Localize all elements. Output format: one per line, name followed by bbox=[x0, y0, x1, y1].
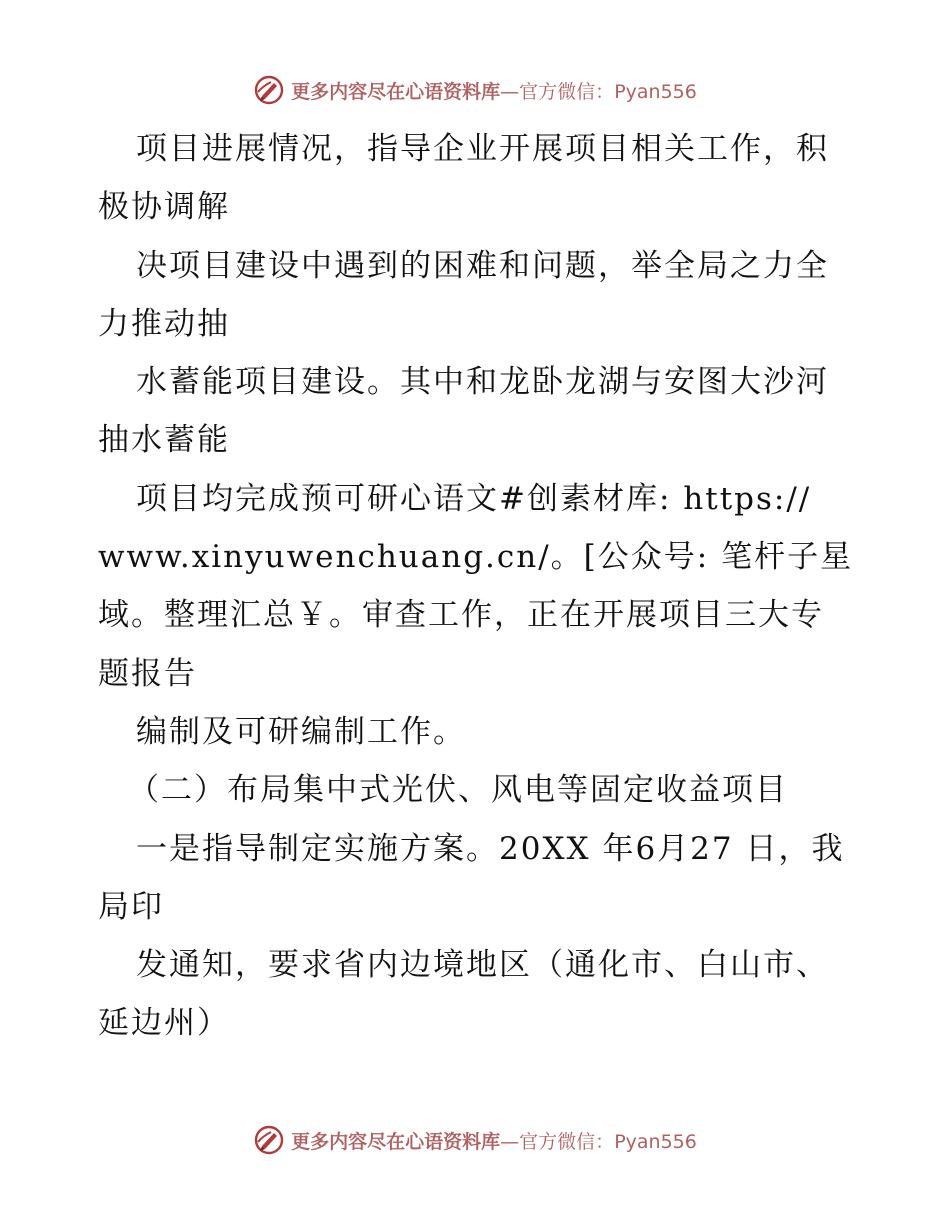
pen-logo-icon bbox=[253, 74, 285, 106]
paragraph-line: 项目进展情况，指导企业开展项目相关工作，积 bbox=[136, 131, 829, 167]
paragraph-line: 抽水蓄能 bbox=[98, 422, 230, 459]
paragraph-line: 域。整理汇总￥。审查工作，正在开展项目三大专 bbox=[98, 597, 824, 634]
paragraph-line: 编制及可研编制工作。 bbox=[136, 713, 466, 750]
watermark-dash: — bbox=[500, 80, 520, 103]
header-watermark bbox=[0, 72, 950, 108]
watermark-site-name: 更多内容尽在心语资料库 bbox=[291, 1130, 501, 1153]
watermark-wechat-id: Pyan556 bbox=[614, 80, 697, 103]
paragraph-line: 延边州） bbox=[98, 1005, 230, 1042]
watermark-text bbox=[291, 77, 697, 104]
paragraph-line: 决项目建设中遇到的困难和问题，举全局之力全 bbox=[136, 247, 829, 284]
paragraph-line: 极协调解 bbox=[98, 189, 230, 226]
paragraph-line: 题报告 bbox=[98, 655, 197, 692]
watermark-text bbox=[291, 1127, 697, 1154]
watermark-site-name: 更多内容尽在心语资料库 bbox=[291, 80, 501, 103]
section-heading: （二）布局集中式光伏、风电等固定收益项目 bbox=[128, 772, 788, 809]
paragraph-line: 局印 bbox=[98, 888, 164, 925]
paragraph-line: 项目均完成预可研心语文#创素材库: https:// bbox=[136, 480, 812, 517]
paragraph-line: 力推动抽 bbox=[98, 305, 230, 342]
pen-logo-icon bbox=[253, 1124, 285, 1156]
document-body bbox=[98, 120, 858, 1053]
watermark-wechat-label: 官方微信： bbox=[519, 1130, 615, 1153]
paragraph-line: 一是指导制定实施方案。20XX 年6月27 日，我 bbox=[136, 830, 845, 867]
watermark-dash: — bbox=[500, 1130, 520, 1153]
watermark-wechat-label: 官方微信： bbox=[519, 80, 615, 103]
watermark-wechat-id: Pyan556 bbox=[614, 1130, 697, 1153]
footer-watermark bbox=[0, 1122, 950, 1158]
paragraph-line: www.xinyuwenchuang.cn/。[公众号: 笔杆子星 bbox=[98, 539, 854, 576]
paragraph-line: 发通知，要求省内边境地区（通化市、白山市、 bbox=[136, 947, 829, 984]
paragraph-line: 水蓄能项目建设。其中和龙卧龙湖与安图大沙河 bbox=[136, 364, 829, 401]
